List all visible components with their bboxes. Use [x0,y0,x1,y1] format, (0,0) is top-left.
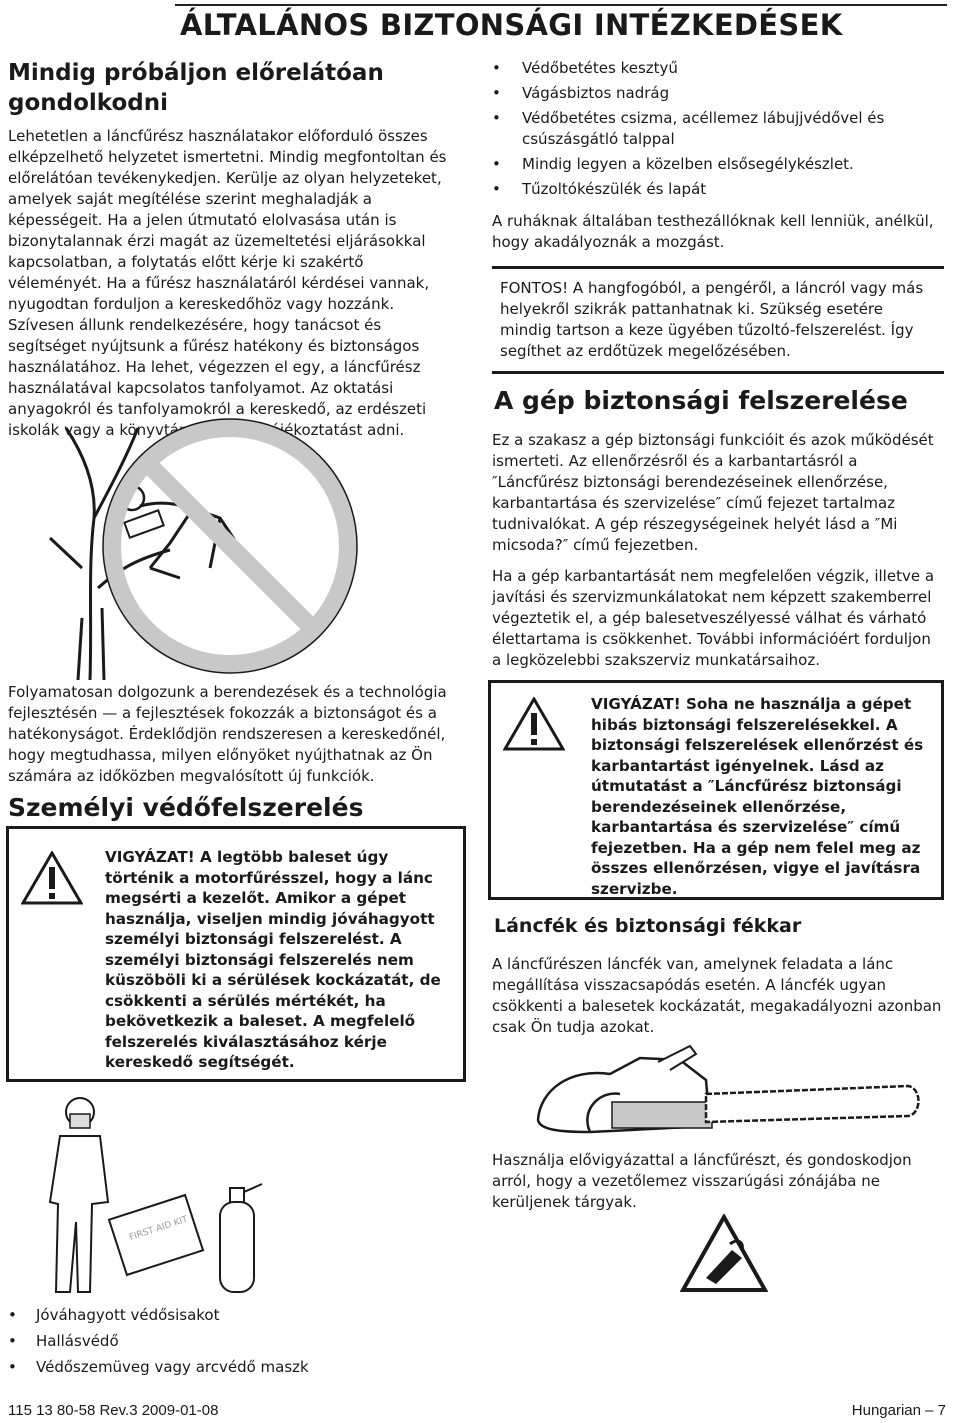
paragraph-development: Folyamatosan dolgozunk a berendezések és a technológia fejlesztésén — a fejlesztések fokozzák a biztonságot és a hatékonyságot. Érdeklődjön rendszeresen a kereskedőnél, hogy megtudhassa, milyen előnyöket nyújthatnak az Ön számára az időközben megvalósított új funkciók. [8,683,447,785]
list-item: • Jóváhagyott védősisakot [8,1305,468,1326]
equipment-list-left [8,1305,468,1383]
heading-chain-brake: Láncfék és biztonsági fékkar [494,915,802,937]
footer-page-number: Hungarian – 7 [851,1402,946,1419]
list-item: • Védőbetétes csizma, acéllemez lábujjvédővel és csúszásgátló talppal [492,108,942,150]
warning-triangle-icon [21,851,83,905]
chainsaw-motor-cover [612,1102,712,1128]
warning-box-personal [6,826,466,1082]
paragraph-maintenance: Ha a gép karbantartását nem megfelelően végzik, illetve a javítási és szervizmunkálatokat nem képzett szakemberrel végeztetik el, a gép balesetveszélyessé válhat és várható élettartama is csökkenhet. További információért forduljon a legközelebbi szakszerviz munkatársaihoz. [492,567,935,669]
chainsaw-illustration [530,1040,930,1144]
warning-triangle-icon [503,697,565,751]
notice-box-important: FONTOS! A hangfogóból, a pengéről, a láncról vagy más helyekről szikrák pattanhatnak ki. Szükség esetére mindig tartson a keze ügyében tűzoltó-felszerelést. Így segíthet az erdőtüzek megelőzésében. [492,266,944,374]
warning-text: VIGYÁZAT! A legtöbb baleset úgy történik a motorfűrésszel, hogy a lánc megsérti a kezelőt. Amikor a gépet használja, viseljen mindig jóváhagyott személyi biztonsági felszerelést. A személyi biztonsági felszerelés nem küszöböli ki a sérülések kockázatát, de csökkenti a sérülés mértékét, ha bekövetkezik a baleset. A megfelelő felszerelés kiválasztásához kérje kereskedő segítségét. [105,848,441,1071]
kickback-warning-sign [680,1214,768,1294]
visor-icon [70,1114,90,1128]
paragraph-chain-brake: A láncfűrészen láncfék van, amelynek feladata a lánc megállítása visszacsapódás esetén. A láncfék ugyan csökkenti a balesetek kockázatát, megakadályozni azonban csak Ön tudja azokat. [492,955,942,1036]
list-item: • Tűzoltókészülék és lapát [492,179,942,200]
fire-extinguisher-icon [220,1202,254,1292]
tree-climbing-prohibition-illustration [30,418,410,680]
paragraph-machine-safety: Ez a szakasz a gép biztonsági funkcióit és azok működését ismerteti. Az ellenőrzésről és a karbantartásról a ″Láncfűrész biztonsági berendezéseinek ellenőrzése, karbantartása és szervizelése″ című fejezet tartalmaz tudnivalókat. A gép részegységeinek helyét lásd a ″Mi micsoda?″ című fejezetben. [492,431,934,554]
equipment-list-right [492,58,942,204]
guide-bar [706,1086,919,1122]
protective-equipment-illustration [30,1092,280,1300]
warning-box-machine [488,680,944,900]
heading-machine-safety: A gép biztonsági felszerelése [494,386,908,415]
list-item: • Védőbetétes kesztyű [492,58,942,79]
footer-document-id: 115 13 80-58 Rev.3 2009-01-08 [8,1402,219,1419]
worker-body [50,1136,108,1292]
warning-text: VIGYÁZAT! Soha ne használja a gépet hibás biztonsági felszerelésekkel. A biztonsági felszerelések ellenőrzést és karbantartást igényelnek. Lásd az útmutatást a ″Láncfűrész biztonsági berendezéseinek ellenőrzése, karbantartása és szervizelése″ című fejezetben. Ha a gép nem felel meg az összes ellenőrzésen, vigye el javításra szervizbe. [591,695,924,898]
list-item: • Hallásvédő [8,1331,468,1352]
paragraph-clothing: A ruháknak általában testhezállóknak kell lenniük, anélkül, hogy akadályoznák a mozgást. [492,212,934,251]
heading-think-ahead: Mindig próbáljon előrelátóan gondolkodni [8,60,384,116]
paragraph-think-ahead: Lehetetlen a láncfűrész használatakor előforduló összes elképzelhető helyzetet ismertetni. Mindig megfontoltan és előrelátóan tevékenykedjen. Kerülje az olyan helyzeteket, amelyek saját megítélése szerint meghaladják a képességeit. Ha a jelen útmutató elolvasása után is bizonytalannak érzi magát az üzemeltetési eljárásokkal kapcsolatban, a folytatás előtt kérje ki szakértő véleményét. Ha a fűrész használatáról kérdései vannak, nyugodtan forduljon a kereskedőhöz vagy hozzánk. Szívesen állunk rendelkezésére, hogy tanácsot és segítséget nyújtsunk a fűrész hatékony és biztonságos használatához. Ha lehet, végezzen el egy, a láncfűrész használatával kapcsolatos tanfolyamot. Az oktatási anyagokról és tanfolyamokról a kereskedő, az erdészeti iskolák vagy a könyvtárak tudnak tájékoztatást adni. [8,127,447,439]
first-aid-kit-icon [109,1195,203,1275]
list-item: • Vágásbiztos nadrág [492,83,942,104]
chainsaw-shape [124,510,163,537]
paragraph-kickback-zone: Használja elővigyázattal a láncfűrészt, és gondoskodjon arról, hogy a vezetőlemez visszarúgási zónájába ne kerüljenek tárgyak. [492,1151,912,1211]
list-item: • Védőszemüveg vagy arcvédő maszk [8,1357,468,1378]
kit-label: FIRST AID KIT [128,1214,190,1244]
list-item: • Mindig legyen a közelben elsősegélykészlet. [492,154,942,175]
prohibition-slash [148,464,312,628]
heading-personal-protection: Személyi védőfelszerelés [8,793,364,822]
header-rule [175,4,947,6]
extinguisher-nozzle [230,1184,262,1202]
page-title: ÁLTALÁNOS BIZTONSÁGI INTÉZKEDÉSEK [180,8,843,42]
